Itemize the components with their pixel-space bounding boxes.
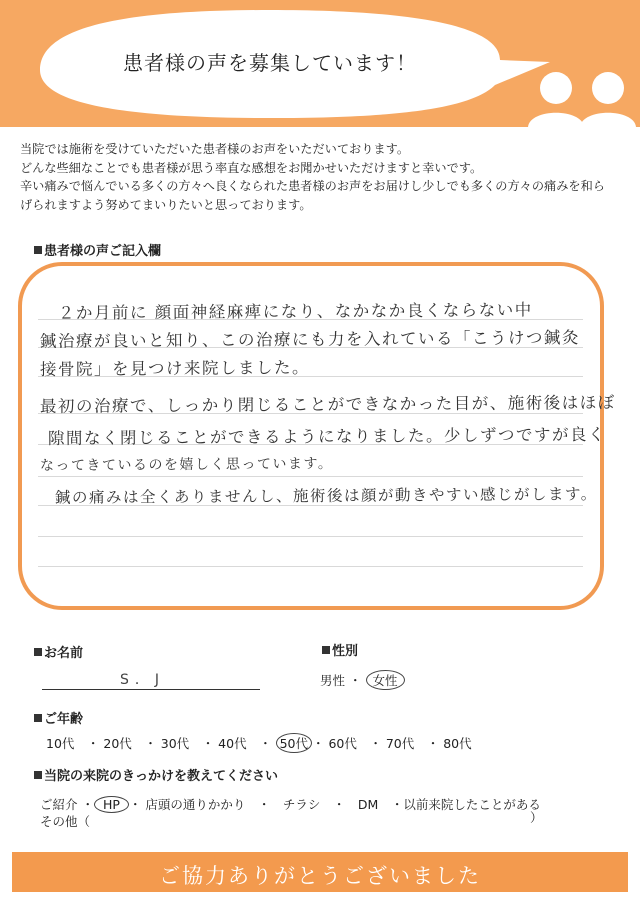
ruled-line — [38, 566, 583, 567]
name-underline — [42, 689, 260, 690]
age-option: 10代 — [46, 736, 75, 751]
handwritten-line: 鍼治療が良いと知り、この治療にも力を入れている「こうけつ鍼灸 — [39, 328, 581, 351]
age-heading-label: ご年齢 — [44, 712, 84, 727]
reason-heading — [34, 765, 278, 784]
gender-heading-label: 性別 — [332, 644, 359, 659]
ruled-line — [38, 536, 583, 537]
age-option: 30代 — [160, 736, 190, 751]
age-option: 40代 — [218, 736, 247, 751]
gender-separator: ・ — [349, 673, 362, 688]
age-heading — [34, 708, 83, 727]
intro-line: げられますよう努めてまいりたいと思っております。 — [20, 197, 312, 212]
square-bullet-icon — [34, 246, 42, 254]
square-bullet-icon — [322, 646, 330, 654]
page-title: 患者様の声を募集しています！ — [123, 51, 417, 75]
intro-line: 辛い痛みで悩んでいる多くの方々へ良くなられた患者様のお声をお届けし少しでも多くの方々の痛みを和ら — [20, 179, 605, 193]
intro-line: 当院では施術を受けていただいた患者様のお声をいただいております。 — [20, 142, 410, 156]
name-value: S．J — [120, 672, 166, 688]
header-banner — [0, 0, 640, 127]
age-options: 10代 ・ 20代 ・ 30代 ・ 40代 ・ 50代 ・ 60代 ・ 70代 ・ 80代 — [46, 733, 472, 753]
reason-heading-label: 当院の来院のきっかけを教えてください — [44, 769, 279, 784]
gender-female-selected: 女性 — [366, 670, 405, 690]
handwritten-line: 接骨院」を見つけ来院しました。 — [39, 358, 311, 379]
handwritten-line: ２か月前に 顔面神経麻痺になり、なかなか良くならない中 — [57, 300, 533, 323]
handwritten-line: 鍼の痛みは全くありませんし、施術後は顔が動きやすい感じがします。 — [54, 485, 598, 507]
age-option: 80代 — [443, 736, 472, 751]
reason-rest: 店頭の通りかかり ・ チラシ ・ DM ・以前来院したことがある — [145, 797, 541, 812]
name-heading — [34, 642, 83, 661]
gender-heading — [322, 640, 358, 659]
footer-banner — [12, 852, 628, 892]
square-bullet-icon — [34, 771, 42, 779]
reason-referral: ご紹介 — [40, 797, 78, 812]
voice-heading — [34, 240, 161, 259]
gender-options — [320, 670, 405, 690]
voice-heading-label: 患者様の声ご記入欄 — [44, 244, 162, 259]
intro-text — [20, 140, 635, 214]
reason-hp-selected: HP — [94, 796, 129, 813]
gender-male: 男性 — [320, 673, 346, 688]
intro-line: どんな些細なことでも患者様が思う率直な感想をお聞かせいただけますと幸いです。 — [20, 160, 483, 175]
ruled-line — [38, 476, 583, 477]
age-option: 70代 — [385, 736, 415, 751]
handwritten-line: なってきているのを嬉しく思っています。 — [39, 455, 334, 475]
name-heading-label: お名前 — [44, 646, 84, 661]
reason-other-close: ） — [530, 810, 543, 825]
age-option: 60代 — [328, 736, 357, 751]
square-bullet-icon — [34, 714, 42, 722]
reason-options: ご紹介 ・ HP ・ 店頭の通りかかり ・ チラシ ・ DM ・以前来院したことがある — [40, 797, 541, 812]
footer-text: ご協力ありがとうございました — [159, 864, 481, 888]
reason-other: その他（ — [40, 814, 91, 829]
handwritten-line: 隙間なく閉じることができるようになりました。少しずつですが良く — [47, 425, 607, 448]
handwritten-line: 最初の治療で、しっかり閉じることができなかった目が、施術後はほぼ — [39, 392, 616, 417]
age-option-selected: 50代 — [276, 733, 312, 753]
square-bullet-icon — [34, 648, 42, 656]
age-option: 20代 — [103, 736, 132, 751]
